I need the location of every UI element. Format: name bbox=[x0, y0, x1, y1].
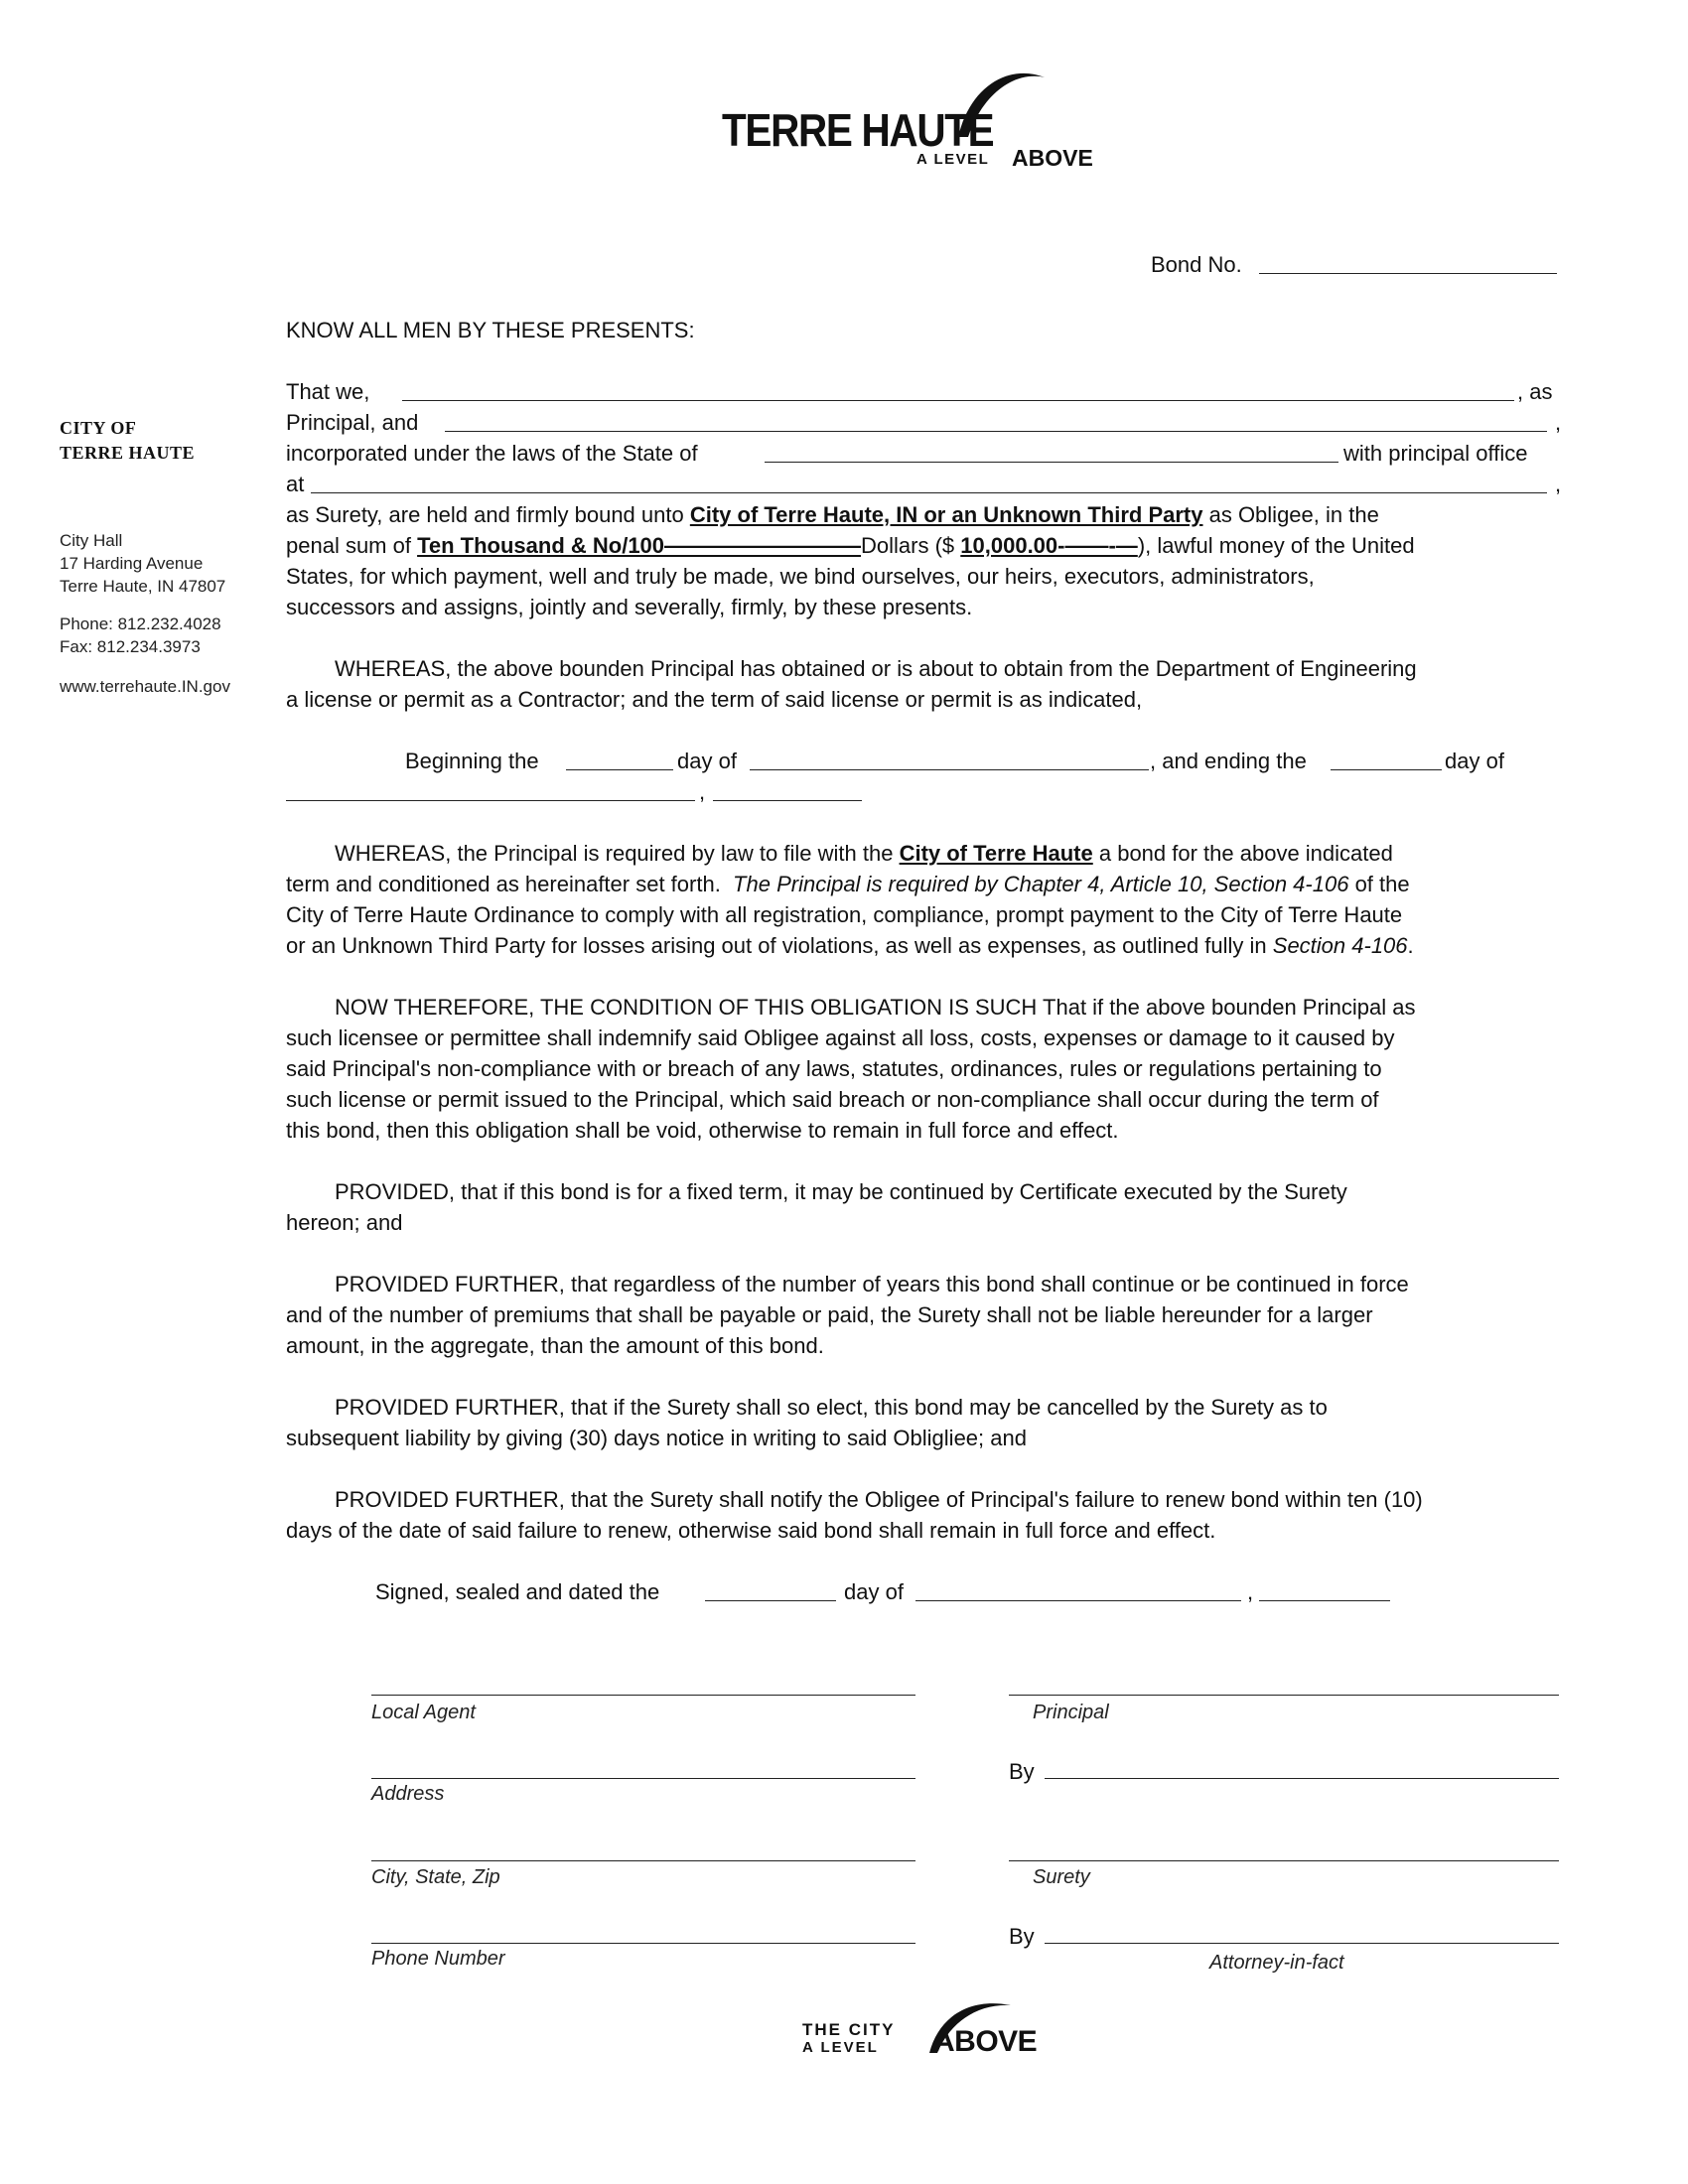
logo-tagline-small: A LEVEL bbox=[916, 151, 990, 168]
comma-label-3: , bbox=[699, 779, 706, 804]
whereas1-line1: WHEREAS, the above bounden Principal has obtained or is about to obtain from the Department of Engineering bbox=[335, 656, 1417, 681]
obligee-name: City of Terre Haute, IN or an Unknown Third Party bbox=[689, 502, 1203, 527]
signed-day-of-label: day of bbox=[844, 1579, 904, 1604]
attorney-label: Attorney-in-fact bbox=[1209, 1952, 1344, 1974]
whereas2-line4-text: or an Unknown Third Party for losses arising out of violations, as well as expenses, as outlined fully in bbox=[286, 933, 1273, 958]
address-line3: Terre Haute, IN 47807 bbox=[60, 577, 226, 596]
city-state-zip-line[interactable] bbox=[371, 1860, 915, 1861]
phone-text: Phone: 812.232.4028 bbox=[60, 614, 221, 633]
provided4-line1: PROVIDED FURTHER, that the Surety shall notify the Obligee of Principal's failure to renew bond within ten (10) bbox=[335, 1487, 1423, 1512]
whereas2-line2-text-b: of the bbox=[1348, 872, 1410, 896]
whereas2-text-b: a bond for the above indicated bbox=[1092, 841, 1393, 866]
penal-text-3: ), lawful money of the United bbox=[1137, 533, 1415, 558]
surety-label: Surety bbox=[1033, 1866, 1090, 1888]
website-link[interactable]: www.terrehaute.IN.gov bbox=[60, 677, 230, 696]
whereas2-line2-italic: The Principal is required by Chapter 4, Article 10, Section 4-106 bbox=[733, 872, 1349, 896]
office-address-field[interactable] bbox=[311, 492, 1547, 493]
day-of-label-2: day of bbox=[1445, 749, 1504, 773]
footer-a-level: A LEVEL bbox=[802, 2039, 879, 2056]
penal-text-5: successors and assigns, jointly and severally, firmly, by these presents. bbox=[286, 595, 973, 619]
penal-amount-number: 10,000.00-——-— bbox=[960, 533, 1138, 558]
local-agent-signature-line[interactable] bbox=[371, 1695, 915, 1696]
provided3-line2: subsequent liability by giving (30) days notice in writing to said Obligliee; and bbox=[286, 1426, 1027, 1450]
surety-line bbox=[286, 499, 1379, 531]
principal-name-field[interactable] bbox=[402, 400, 1514, 401]
address-line1: City Hall bbox=[60, 531, 123, 550]
penal-amount-words: Ten Thousand & No/100————————— bbox=[417, 533, 862, 558]
provided1-line1: PROVIDED, that if this bond is for a fixed term, it may be continued by Certificate executed by the Surety bbox=[335, 1179, 1347, 1204]
surety-text: as Surety, are held and firmly bound unto bbox=[286, 502, 690, 527]
surety-text-2: as Obligee, in the bbox=[1202, 502, 1379, 527]
signed-month-field[interactable] bbox=[915, 1600, 1241, 1601]
whereas2-line4 bbox=[286, 930, 1414, 962]
principal-by-line[interactable] bbox=[1045, 1778, 1559, 1779]
begin-month-field[interactable] bbox=[750, 769, 1149, 770]
provided4-line2: days of the date of said failure to renew, otherwise said bond shall remain in full force and effect. bbox=[286, 1518, 1216, 1543]
address-line2: 17 Harding Avenue bbox=[60, 554, 204, 573]
end-month-field[interactable] bbox=[286, 800, 695, 801]
provided2-line1: PROVIDED FURTHER, that regardless of the number of years this bond shall continue or be continued in force bbox=[335, 1272, 1409, 1297]
sidebar-address bbox=[60, 529, 225, 598]
sidebar-city-line2: TERRE HAUTE bbox=[60, 443, 196, 463]
penal-text: penal sum of bbox=[286, 533, 418, 558]
begin-day-field[interactable] bbox=[566, 769, 673, 770]
whereas2-city: City of Terre Haute bbox=[899, 841, 1093, 866]
now-therefore-line3: said Principal's non-compliance with or breach of any laws, statutes, ordinances, rules or regulations pertaining to bbox=[286, 1056, 1382, 1081]
address-label: Address bbox=[371, 1783, 445, 1805]
footer-the-city: THE CITY bbox=[802, 2020, 896, 2039]
surety-signature-line[interactable] bbox=[1009, 1860, 1559, 1861]
sidebar-city-line1: CITY OF bbox=[60, 418, 137, 438]
fax-text: Fax: 812.234.3973 bbox=[60, 637, 201, 656]
signed-day-field[interactable] bbox=[705, 1600, 836, 1601]
provided1-line2: hereon; and bbox=[286, 1210, 403, 1235]
end-year-field[interactable] bbox=[713, 800, 862, 801]
by-label-2: By bbox=[1009, 1924, 1035, 1949]
header-logo bbox=[722, 66, 1099, 171]
principal-and-label: Principal, and bbox=[286, 410, 419, 435]
comma-label-2: , bbox=[1555, 472, 1562, 496]
phone-number-line[interactable] bbox=[371, 1943, 915, 1944]
penal-line bbox=[286, 530, 1415, 562]
signed-label: Signed, sealed and dated the bbox=[375, 1579, 660, 1604]
whereas1-line2: a license or permit as a Contractor; and the term of said license or permit is as indicated, bbox=[286, 687, 1143, 712]
logo-wordmark: TERRE HAUTE bbox=[722, 104, 994, 156]
now-therefore-line5: this bond, then this obligation shall be void, otherwise to remain in full force and effect. bbox=[286, 1118, 1119, 1143]
provided2-line2: and of the number of premiums that shall be payable or paid, the Surety shall not be liable hereunder for a larger bbox=[286, 1302, 1373, 1327]
surety-by-line[interactable] bbox=[1045, 1943, 1559, 1944]
signed-year-field[interactable] bbox=[1259, 1600, 1390, 1601]
footer-logo bbox=[802, 1995, 1051, 2065]
address-signature-line[interactable] bbox=[371, 1778, 915, 1779]
sidebar-contact bbox=[60, 613, 221, 658]
heading: KNOW ALL MEN BY THESE PRESENTS: bbox=[286, 318, 695, 342]
whereas2-line3: City of Terre Haute Ordinance to comply with all registration, compliance, prompt payment to the City of Terre Haute bbox=[286, 902, 1403, 927]
state-field[interactable] bbox=[765, 462, 1338, 463]
at-label: at bbox=[286, 472, 305, 496]
whereas2-line2-text: term and conditioned as hereinafter set forth. bbox=[286, 872, 734, 896]
beginning-label: Beginning the bbox=[405, 749, 539, 773]
logo-tagline-big: ABOVE bbox=[1012, 145, 1093, 171]
local-agent-label: Local Agent bbox=[371, 1702, 476, 1723]
principal-label: Principal bbox=[1033, 1702, 1109, 1723]
provided3-line1: PROVIDED FURTHER, that if the Surety shall so elect, this bond may be cancelled by the Surety as to bbox=[335, 1395, 1328, 1420]
principal-signature-line[interactable] bbox=[1009, 1695, 1559, 1696]
comma-label: , bbox=[1555, 410, 1562, 435]
ending-label: , and ending the bbox=[1150, 749, 1307, 773]
now-therefore-line2: such licensee or permittee shall indemnify said Obligee against all loss, costs, expenses or damage to it caused by bbox=[286, 1025, 1395, 1050]
with-office-label: with principal office bbox=[1343, 441, 1528, 466]
penal-text-4: States, for which payment, well and truly be made, we bind ourselves, our heirs, executors, administrators, bbox=[286, 564, 1315, 589]
city-state-zip-label: City, State, Zip bbox=[371, 1866, 500, 1888]
by-label: By bbox=[1009, 1759, 1035, 1784]
end-day-field[interactable] bbox=[1331, 769, 1442, 770]
whereas2-line4-text-b: . bbox=[1407, 933, 1414, 958]
day-of-label: day of bbox=[677, 749, 737, 773]
whereas2-line1 bbox=[335, 838, 1393, 870]
bond-no-label: Bond No. bbox=[1151, 252, 1242, 277]
whereas2-text: WHEREAS, the Principal is required by law to file with the bbox=[335, 841, 900, 866]
provided2-line3: amount, in the aggregate, than the amount of this bond. bbox=[286, 1333, 824, 1358]
signed-comma: , bbox=[1247, 1579, 1254, 1604]
whereas2-line4-italic: Section 4-106 bbox=[1272, 933, 1408, 958]
that-we-label: That we, bbox=[286, 379, 370, 404]
penal-text-2: Dollars ($ bbox=[861, 533, 961, 558]
as-label: , as bbox=[1517, 379, 1553, 404]
now-therefore-line1: NOW THEREFORE, THE CONDITION OF THIS OBLIGATION IS SUCH That if the above bounden Principal as bbox=[335, 995, 1416, 1020]
whereas2-line2 bbox=[286, 869, 1410, 900]
footer-above: ABOVE bbox=[933, 2025, 1038, 2058]
bond-no-field[interactable] bbox=[1259, 273, 1557, 274]
now-therefore-line4: such license or permit issued to the Principal, which said breach or non-compliance shall occur during the term of bbox=[286, 1087, 1379, 1112]
incorporated-label: incorporated under the laws of the State of bbox=[286, 441, 698, 466]
phone-number-label: Phone Number bbox=[371, 1948, 505, 1970]
surety-name-field[interactable] bbox=[445, 431, 1547, 432]
